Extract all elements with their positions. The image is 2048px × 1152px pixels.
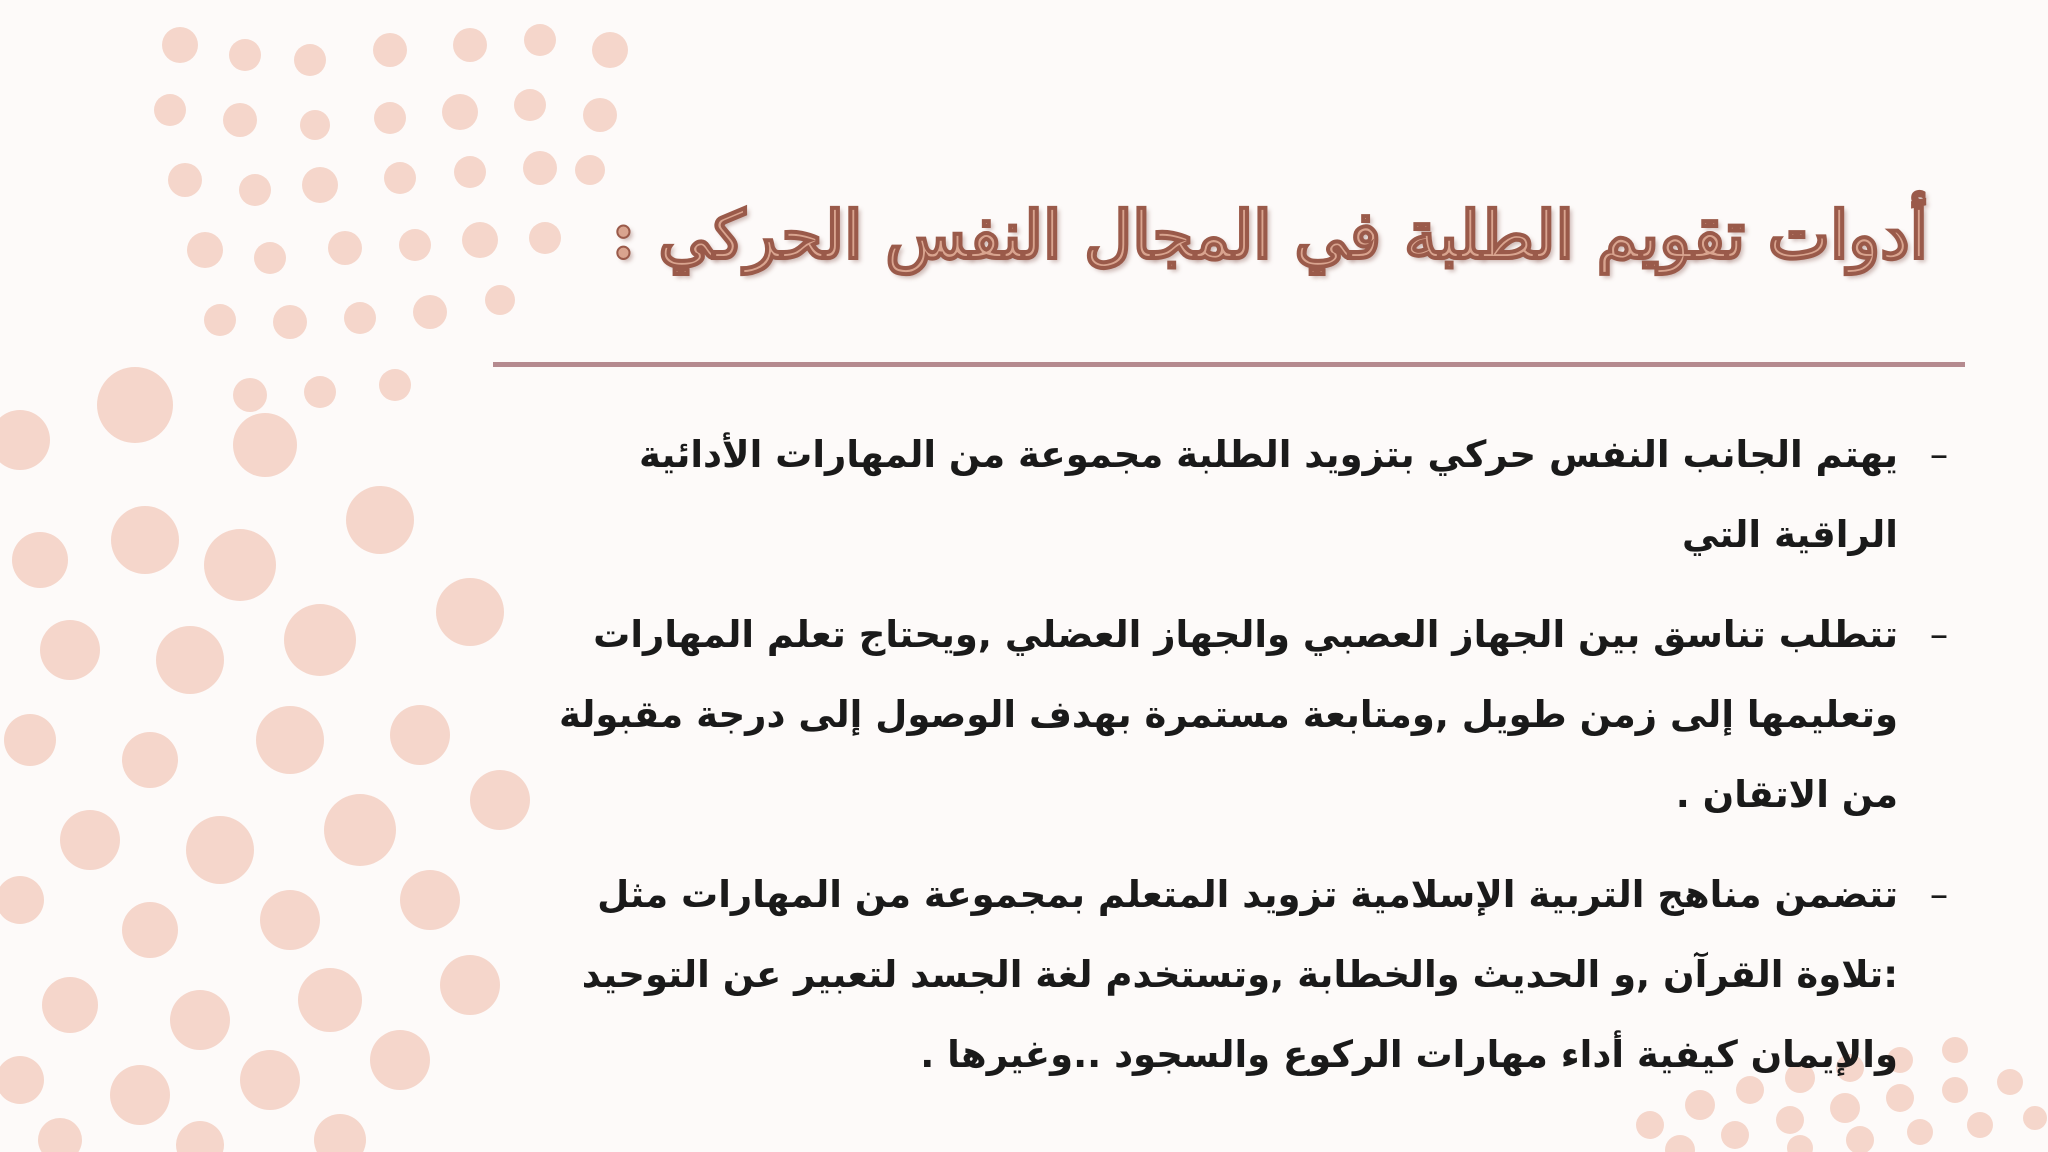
decorative-dot [204, 304, 236, 336]
decorative-dot [1967, 1112, 1993, 1138]
decorative-dot [1997, 1069, 2023, 1095]
bullet-text: تتضمن مناهج التربية الإسلامية تزويد المتعلم بمجموعة من المهارات مثل :تلاوة القرآن ,و الحديث والخطابة ,وتستخدم لغة الجسد لتعبير عن التوحيد والإيمان كيفية أداء مهارات الركوع والسجود ..وغيرها . [581, 873, 1898, 1076]
decorative-dot [583, 98, 617, 132]
decorative-dot [390, 705, 450, 765]
bullet-dash-icon: – [1929, 433, 1949, 476]
decorative-dot [110, 1065, 170, 1125]
decorative-dot [154, 94, 186, 126]
decorative-dot [0, 876, 44, 924]
decorative-dot [413, 295, 447, 329]
bullet-item [514, 415, 1954, 575]
decorative-dot [302, 167, 338, 203]
decorative-dot [328, 231, 362, 265]
decorative-dot [186, 816, 254, 884]
bullet-item [514, 855, 1954, 1095]
decorative-dot [0, 1056, 44, 1104]
decorative-dot [0, 410, 50, 470]
decorative-dot [1721, 1121, 1749, 1149]
decorative-dot [346, 486, 414, 554]
decorative-dot [12, 532, 68, 588]
bullet-item [514, 595, 1954, 835]
decorative-dot [298, 968, 362, 1032]
decorative-dot [240, 1050, 300, 1110]
decorative-dot [233, 378, 267, 412]
decorative-dot [233, 413, 297, 477]
decorative-dot [204, 529, 276, 601]
decorative-dot [1665, 1135, 1695, 1152]
decorative-dot [454, 156, 486, 188]
decorative-dot [1636, 1111, 1664, 1139]
bullet-text: يهتم الجانب النفس حركي بتزويد الطلبة مجموعة من المهارات الأدائية الراقية التي [638, 433, 1898, 556]
decorative-dot [42, 977, 98, 1033]
decorative-dot [523, 151, 557, 185]
decorative-dot [442, 94, 478, 130]
decorative-dot [223, 103, 257, 137]
decorative-dot [256, 706, 324, 774]
decorative-dot [370, 1030, 430, 1090]
decorative-dot [300, 110, 330, 140]
decorative-dot [453, 28, 487, 62]
decorative-dot [514, 89, 546, 121]
decorative-dot [122, 732, 178, 788]
decorative-dot [379, 369, 411, 401]
decorative-dot [187, 232, 223, 268]
bullet-text: تتطلب تناسق بين الجهاز العصبي والجهاز العضلي ,ويحتاج تعلم المهارات وتعليمها إلى زمن طويل ,ومتابعة مستمرة بهدف الوصول إلى درجة مقبولة من الاتقان . [559, 613, 1898, 816]
decorative-dot [440, 955, 500, 1015]
decorative-dot [170, 990, 230, 1050]
decorative-dot [176, 1121, 224, 1152]
decorative-dot [168, 163, 202, 197]
decorative-dot [156, 626, 224, 694]
decorative-dot [97, 367, 173, 443]
title-divider [493, 362, 1965, 367]
bullet-list [514, 415, 1954, 1115]
decorative-dot [40, 620, 100, 680]
decorative-dot [260, 890, 320, 950]
decorative-dot [304, 376, 336, 408]
decorative-dot [575, 155, 605, 185]
bullet-dash-icon: – [1929, 613, 1949, 656]
decorative-dot [592, 32, 628, 68]
decorative-dot [162, 27, 198, 63]
decorative-dot [38, 1118, 82, 1152]
decorative-dot [1846, 1126, 1874, 1152]
decorative-dot [524, 24, 556, 56]
decorative-dot [384, 162, 416, 194]
decorative-dot [400, 870, 460, 930]
decorative-dot [284, 604, 356, 676]
decorative-dot [1907, 1119, 1933, 1145]
decorative-dot [294, 44, 326, 76]
decorative-dot [1787, 1135, 1813, 1152]
decorative-dot [485, 285, 515, 315]
decorative-dot [399, 229, 431, 261]
decorative-dot [436, 578, 504, 646]
decorative-dot [324, 794, 396, 866]
decorative-dot [273, 305, 307, 339]
decorative-dot [344, 302, 376, 334]
decorative-dot [122, 902, 178, 958]
slide-title: أدوات تقويم الطلبة في المجال النفس الحركي : [611, 196, 1928, 274]
decorative-dot [229, 39, 261, 71]
decorative-dot [254, 242, 286, 274]
decorative-dot [314, 1114, 366, 1152]
bullet-dash-icon: – [1929, 873, 1949, 916]
decorative-dot [239, 174, 271, 206]
decorative-dot [111, 506, 179, 574]
decorative-dot [374, 102, 406, 134]
decorative-dot [2023, 1106, 2047, 1130]
decorative-dot [4, 714, 56, 766]
decorative-dot [373, 33, 407, 67]
decorative-dot [60, 810, 120, 870]
